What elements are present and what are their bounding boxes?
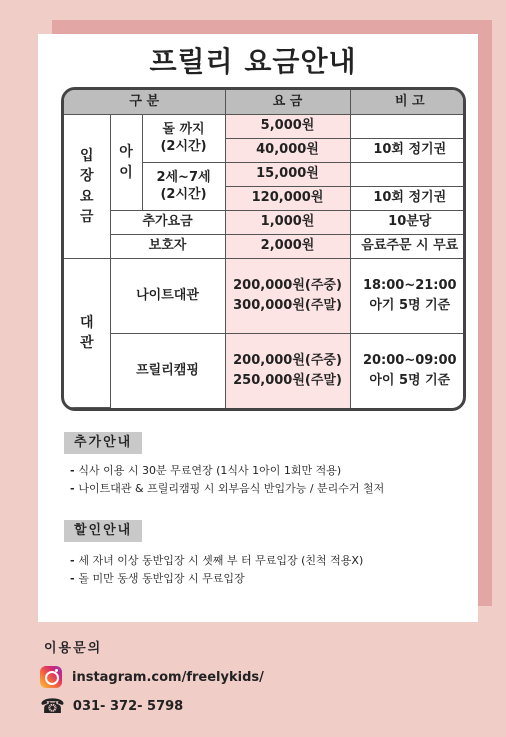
- discount-info-item: - 돌 미만 동생 동반입장 시 무료입장: [70, 570, 363, 588]
- additional-info-item: - 나이트대관 & 프릴리캠핑 시 외부음식 반입가능 / 분리수거 철저: [70, 480, 384, 498]
- additional-info-item: - 식사 이용 시 30분 무료연장 (1식사 1아이 1회만 적용): [70, 462, 384, 480]
- discount-info-list: [70, 552, 363, 588]
- guardian-label: 보호자: [110, 235, 225, 259]
- page-title: 프릴리 요금안내: [149, 45, 357, 78]
- instagram-link[interactable]: instagram.com/freelykids/: [72, 669, 264, 685]
- phone-number[interactable]: 031- 372- 5798: [72, 698, 184, 714]
- header-price: 요 금: [225, 90, 350, 115]
- additional-info-list: [70, 462, 384, 498]
- phone-icon: ☎: [40, 694, 65, 718]
- camping-label: 프릴리캠핑: [110, 333, 225, 407]
- additional-info-tag: 추가안내: [64, 432, 142, 454]
- instagram-row[interactable]: [40, 666, 264, 688]
- contact-title: 이용문의: [44, 641, 103, 656]
- camping-note: 20:00~09:00 아이 5명 기준: [350, 333, 466, 407]
- note-infant-pass: 10회 정기권: [350, 139, 466, 163]
- instagram-icon: [40, 666, 62, 688]
- price-child-single: 15,000원: [225, 163, 350, 187]
- night-rental-price: 200,000원(주중) 300,000원(주말): [225, 259, 350, 334]
- phone-row[interactable]: [40, 696, 183, 716]
- guardian-price: 2,000원: [225, 235, 350, 259]
- price-infant-single: 5,000원: [225, 115, 350, 139]
- night-rental-label: 나이트대관: [110, 259, 225, 334]
- price-child-pass: 120,000원: [225, 187, 350, 211]
- note-infant-single: [350, 115, 466, 139]
- note-child-single: [350, 163, 466, 187]
- entry-fee-label: 입 장 요 금: [64, 115, 110, 259]
- child-label: 아 이: [110, 115, 142, 211]
- extra-fee-price: 1,000원: [225, 211, 350, 235]
- price-infant-pass: 40,000원: [225, 139, 350, 163]
- camping-price: 200,000원(주중) 250,000원(주말): [225, 333, 350, 407]
- extra-fee-note: 10분당: [350, 211, 466, 235]
- extra-fee-label: 추가요금: [110, 211, 225, 235]
- note-child-pass: 10회 정기권: [350, 187, 466, 211]
- discount-info-item: - 세 자녀 이상 동반입장 시 셋째 부 터 무료입장 (친척 적용X): [70, 552, 363, 570]
- header-note: 비 고: [350, 90, 466, 115]
- discount-info-tag: 할인안내: [64, 520, 142, 542]
- price-table-frame: [61, 87, 466, 411]
- guardian-note: 음료주문 시 무료: [350, 235, 466, 259]
- age-child-label: 2세~7세 (2시간): [142, 163, 225, 211]
- night-rental-note: 18:00~21:00 아기 5명 기준: [350, 259, 466, 334]
- header-category: 구 분: [64, 90, 225, 115]
- price-table: [64, 90, 466, 408]
- rental-label: 대 관: [64, 259, 110, 408]
- age-infant-label: 돌 까지 (2시간): [142, 115, 225, 163]
